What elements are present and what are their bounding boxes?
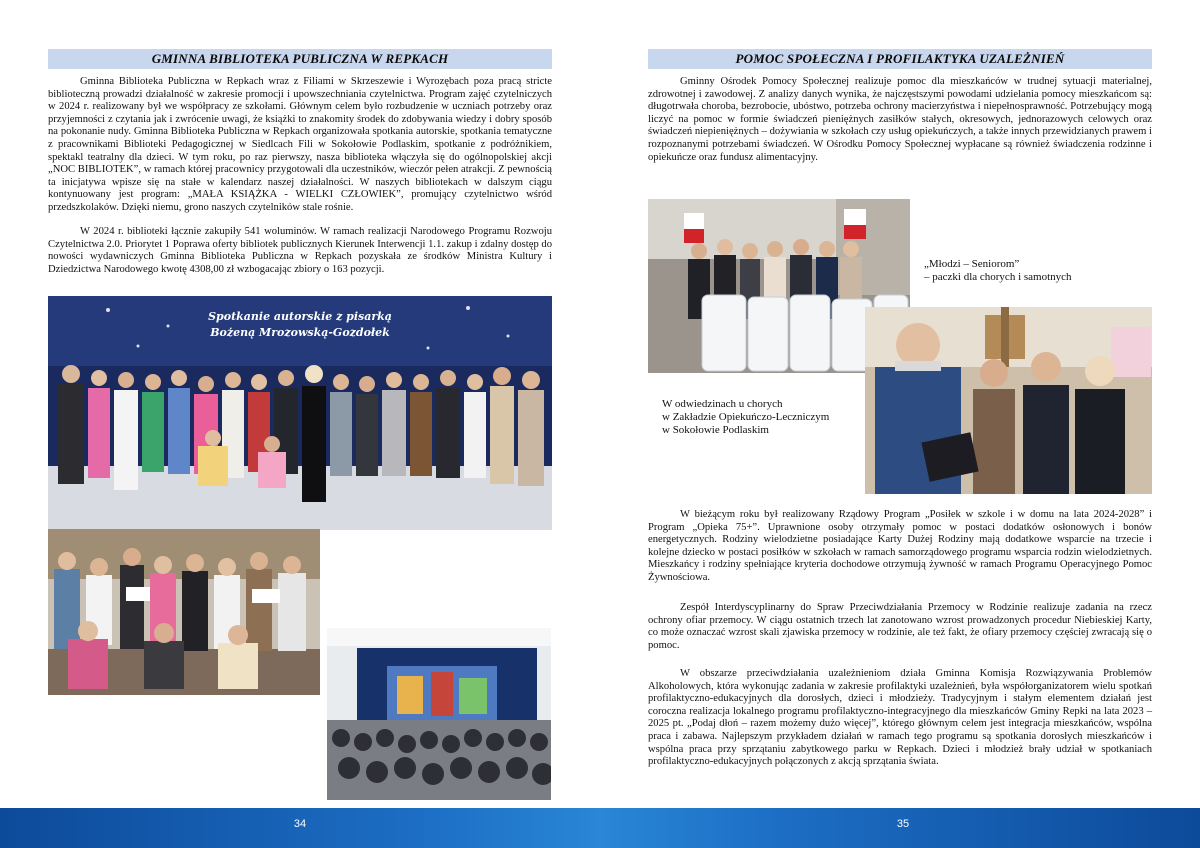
left-page	[0, 0, 600, 808]
right-page	[600, 0, 1200, 808]
care-home-visit-photo	[865, 307, 1152, 494]
theatre-show-photo	[327, 628, 551, 800]
social-paragraph-1: Gminny Ośrodek Pomocy Społecznej realizuje pomoc dla mieszkańców w trudnej sytuacji materialnej, zdrowotnej i zawodowej. Z analizy danych wynika, że najczęstszymi powodami udzielania pomocy mieszkańcom są: długotrwała choroba, bezrobocie, ubóstwo, potrzeba ochrony macierzyństwa i niepełnosprawność. Potrzebujący mogą liczyć na pomoc w formie świadczeń pieniężnych zasiłków stałych, okresowych, jednorazowych celowych oraz świadczeń niepieniężnych – dożywiania w szkołach czy usług opiekuńczych, a także innych przewidzianych prawem i rozpoznanymi potrzebami świadczeń. W Ośrodku Pomocy Społecznej wypłacane są również świadczenia rodzinne i opiekuńcze oraz fundusz alimentacyjny.	[648, 76, 1152, 163]
care-home-caption-line-1: W odwiedzinach u chorych	[662, 398, 783, 410]
packages-caption	[924, 258, 1124, 284]
care-home-caption	[662, 398, 862, 437]
packages-caption-line-1: „Młodzi – Seniorom”	[924, 258, 1020, 270]
social-paragraph-3: Zespół Interdyscyplinarny do Spraw Przeciwdziałania Przemocy w Rodzinie realizuje zadania na rzecz ochrony ofiar przemocy. W ciągu ostatnich trzech lat zanotowano wzrost prowadzonych procedur Niebieskiej Karty, co może oznaczać wzrost skali zjawiska przemocy w rodzinie, ale też fakt, że ofiary przemocy częściej zwracają się o pomoc.	[648, 602, 1152, 651]
library-paragraph-1: Gminna Biblioteka Publiczna w Repkach wraz z Filiami w Skrzeszewie i Wyrozębach poza pracą stricte biblioteczną prowadzi działalność w zakresie promocji i upowszechniania czytelnictwa. Program zajęć czytelniczych w 2024 r. realizowany był we współpracy ze szkołami. Głównym celem było rozbudzenie w uczniach potrzeby oraz przyjemności z czytania jak i zwrócenie uwagi, że książki to znakomity środek do zdobywania wiedzy i dobry sposób na pokonanie nudy. Gminna Biblioteka Publiczna w Repkach organizowała spotkania autorskie, spotkania tematyczne z pracownikami Biblioteki Pedagogicznej w Siedlcach Fili w Sokołowie Podlaskim, spotkanie z podróżnikiem, spektakl teatralny dla dzieci. W tym roku, po raz pierwszy, nasza biblioteka włączyła się do ogólnopolskiej akcji „NOC BIBLIOTEK”, w ramach której pracownicy przygotowali dla uczestników, wieczór pełen atrakcji. Z pewnością ta inicjatywa wpisze się na stałe w kalendarz naszej działalności. W naszych bibliotekach w dalszym ciągu kontynuowany jest program: „MAŁA KSIĄŻKA - WIELKI CZŁOWIEK”, promujący czytelnictwo wśród przedszkolaków. Dzięki niemu, grono naszych czytelników stale rośnie.	[48, 76, 552, 213]
care-home-caption-line-3: w Sokołowie Podlaskim	[662, 424, 769, 436]
page-number-left: 34	[293, 818, 307, 830]
social-paragraph-2: W bieżącym roku był realizowany Rządowy Program „Posiłek w szkole i w domu na lata 2024-2028” i Program „Opieka 75+”. Uprawnione osoby otrzymały pomoc w postaci dodatków osłonowych i bonów energetycznych. Rodziny wielodzietne posiadające Karty Dużej Rodziny mają dodatkowe wsparcie na trzecie i kolejne dziecko w postaci posiłków w szkołach w ramach samorządowego programu wsparcia rodzin wielodzietnych. Mieszkańcy i rodziny spełniające kryteria dochodowe otrzymują żywność w ramach Programu Operacyjnego Pomoc Żywnościowa.	[648, 509, 1152, 583]
library-paragraph-2: W 2024 r. biblioteki łącznie zakupiły 541 woluminów. W ramach realizacji Narodowego Programu Rozwoju Czytelnictwa 2.0. Priorytet 1 Poprawa oferty bibliotek publicznych Kierunek Interwencji 1.1. zakup i zdalny dostęp do nowości wydawniczych Gminna Biblioteka Publiczna w Repkach pozyskała ze środków Ministra Kultury i Dziedzictwa Narodowego kwotę 4308,00 zł wzbogacając zbiory o 163 pozycji.	[48, 226, 552, 275]
footer-band	[0, 808, 1200, 848]
page-number-right: 35	[896, 818, 910, 830]
author-meeting-photo	[48, 296, 552, 530]
banner-text-line-2: Bożeną Mrozowską-Gozdołek	[210, 326, 390, 339]
social-paragraph-4: W obszarze przeciwdziałania uzależnieniom działa Gminna Komisja Rozwiązywania Problemów Alkoholowych, która wykonując zadania w zakresie profilaktyki uzależnień, była współorganizatorem wielu spotkań profilaktyczno-edukacyjnych dla dorosłych, dzieci i młodzieży. Tradycyjnym i stałym elementem działań jest coroczna realizacja lokalnego programu profilaktyczno-integracyjnego dla mieszkańców Gminy Repki na lata 2023 – 2025 pt. „Podaj dłoń – razem możemy dużo więcej”, którego głównym celem jest integracja mieszkańców, wspólna praca i zabawa. Najlepszym przykładem działań w ramach tego programu są spotkania dorosłych mieszkańców i wspólna praca przy sprzątaniu zabytkowego parku w Repkach. Dzieci i młodzież brały udział w spotkaniach profilaktyczno-edukacyjnych połączonych z akcją sprzątania świata.	[648, 668, 1152, 768]
library-section-title: GMINNA BIBLIOTEKA PUBLICZNA W REPKACH	[48, 49, 552, 69]
kids-masks-photo	[48, 529, 320, 695]
social-section-title: POMOC SPOŁECZNA I PROFILAKTYKA UZALEŻNIEŃ	[648, 49, 1152, 69]
packages-caption-line-2: – paczki dla chorych i samotnych	[924, 271, 1072, 283]
banner-text-line-1: Spotkanie autorskie z pisarką	[208, 310, 392, 323]
care-home-caption-line-2: w Zakładzie Opiekuńczo-Leczniczym	[662, 411, 830, 423]
